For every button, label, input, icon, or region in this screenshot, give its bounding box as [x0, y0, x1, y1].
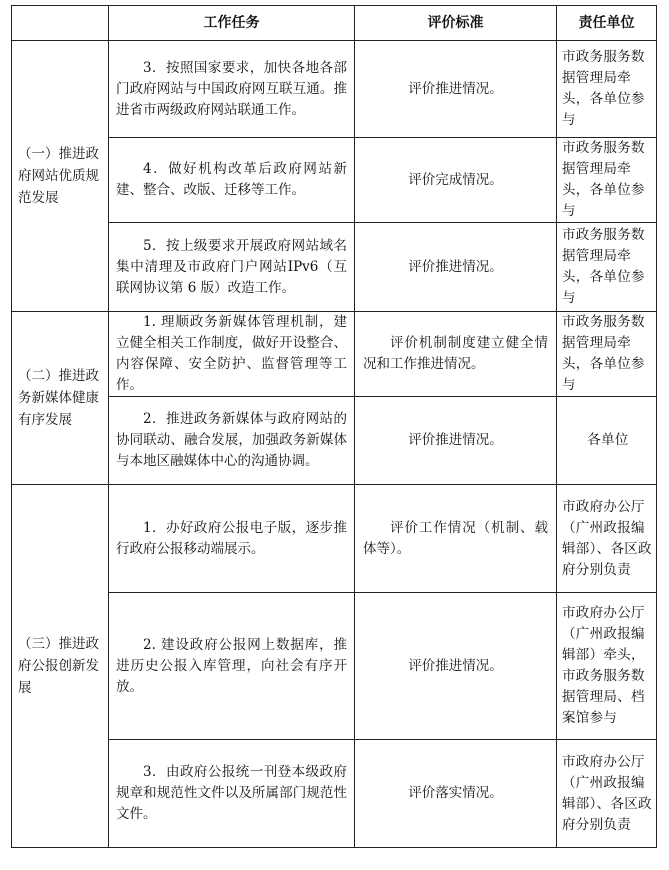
task-cell: 5．按上级要求开展政府网站域名集中清理及市政府门户网站IPv6（互联网协议第 6 版）改造工作。 [109, 223, 355, 312]
task-cell: 3．由政府公报统一刊登本级政府规章和规范性文件以及所属部门规范性文件。 [109, 740, 355, 848]
group-title: （三）推进政府公报创新发展 [12, 485, 109, 848]
unit-cell: 市政府办公厅（广州政报编辑部）、各区政府分别负责 [557, 485, 657, 593]
unit-cell: 市政务服务数据管理局牵头，各单位参与 [557, 312, 657, 397]
table-row [12, 138, 657, 223]
task-cell: 1．办好政府公报电子版，逐步推行政府公报移动端展示。 [109, 485, 355, 593]
unit-cell: 市政务服务数据管理局牵头，各单位参与 [557, 223, 657, 312]
standard-cell: 评价完成情况。 [355, 138, 557, 223]
table-row [12, 312, 657, 397]
table-row [12, 41, 657, 138]
header-row [12, 6, 657, 41]
unit-cell: 各单位 [557, 397, 657, 485]
standard-cell: 评价工作情况（机制、载体等）。 [355, 485, 557, 593]
task-cell: 3．按照国家要求，加快各地各部门政府网站与中国政府网互联互通。推进省市两级政府网站联通工作。 [109, 41, 355, 138]
header-unit: 责任单位 [557, 6, 657, 41]
unit-cell: 市政府办公厅（广州政报编辑部）牵头，市政务服务数据管理局、档案馆参与 [557, 593, 657, 740]
table-row [12, 223, 657, 312]
standard-cell: 评价推进情况。 [355, 223, 557, 312]
unit-cell: 市政务服务数据管理局牵头，各单位参与 [557, 138, 657, 223]
header-standard: 评价标准 [355, 6, 557, 41]
standard-cell: 评价推进情况。 [355, 397, 557, 485]
header-group-cell [12, 6, 109, 41]
task-table [11, 5, 657, 848]
standard-cell: 评价落实情况。 [355, 740, 557, 848]
standard-cell: 评价机制制度建立健全情况和工作推进情况。 [355, 312, 557, 397]
task-cell: 2．推进政务新媒体与政府网站的协同联动、融合发展，加强政务新媒体与本地区融媒体中心的沟通协调。 [109, 397, 355, 485]
unit-cell: 市政务服务数据管理局牵头，各单位参与 [557, 41, 657, 138]
task-cell: 2. 建设政府公报网上数据库，推进历史公报入库管理，向社会有序开放。 [109, 593, 355, 740]
unit-cell: 市政府办公厅（广州政报编辑部）、各区政府分别负责 [557, 740, 657, 848]
standard-cell: 评价推进情况。 [355, 41, 557, 138]
table-row [12, 740, 657, 848]
table-row [12, 593, 657, 740]
task-cell: 4．做好机构改革后政府网站新建、整合、改版、迁移等工作。 [109, 138, 355, 223]
standard-cell: 评价推进情况。 [355, 593, 557, 740]
header-task: 工作任务 [109, 6, 355, 41]
document-page [11, 5, 656, 848]
task-cell: 1. 理顺政务新媒体管理机制，建立健全相关工作制度，做好开设整合、内容保障、安全防护、监督管理等工作。 [109, 312, 355, 397]
table-row [12, 397, 657, 485]
group-title: （一）推进政府网站优质规范发展 [12, 41, 109, 312]
group-title: （二）推进政务新媒体健康有序发展 [12, 312, 109, 485]
table-row [12, 485, 657, 593]
